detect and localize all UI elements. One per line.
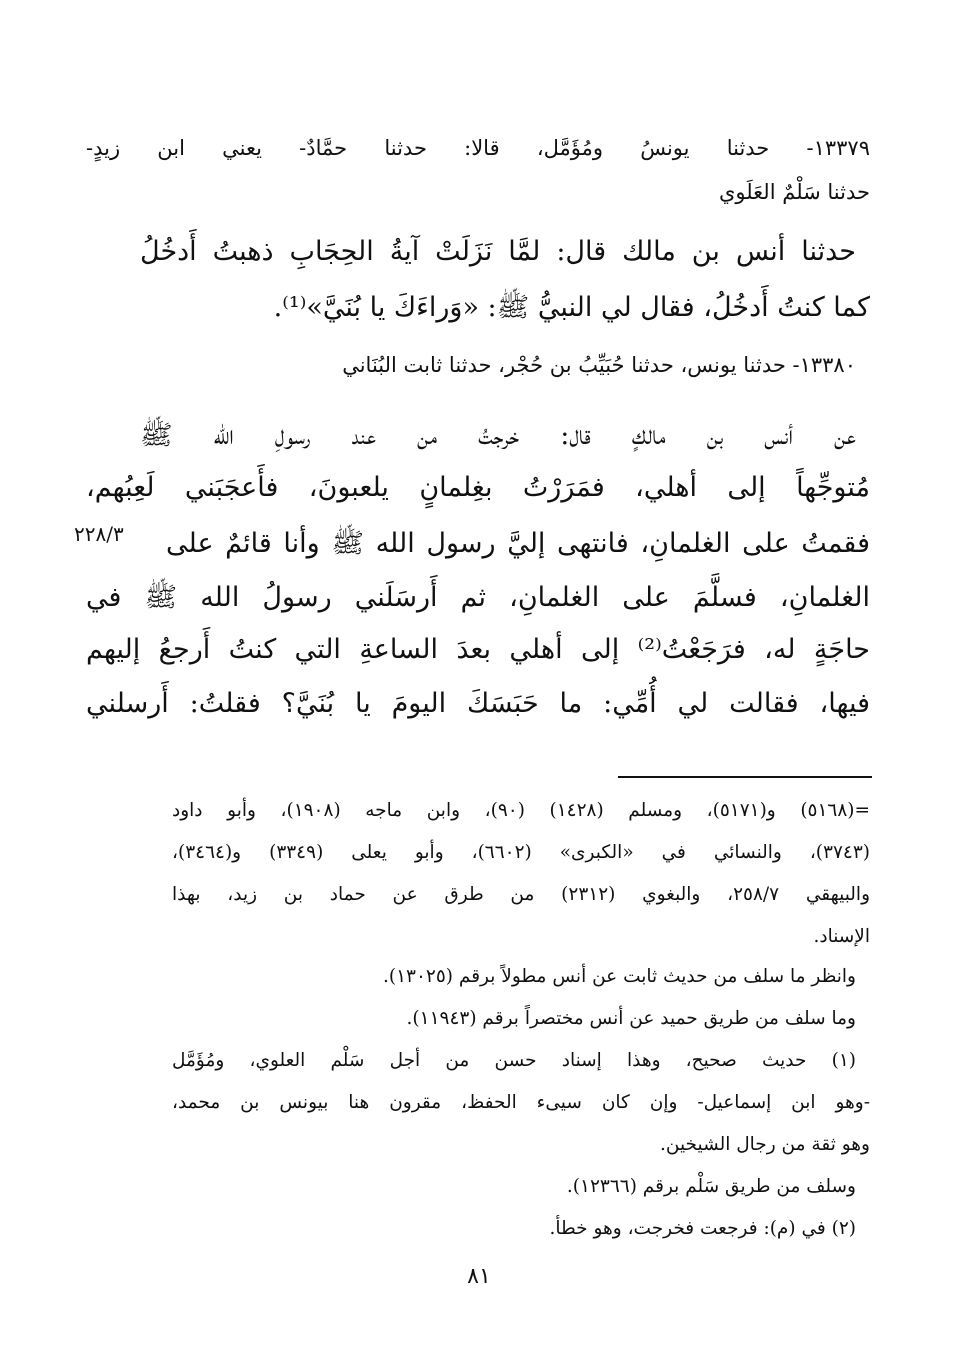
footnote-divider: [618, 776, 872, 778]
hadith-13379-matn-line-2: كما كنتُ أَدخُلُ، فقال لي النبيُّ ﷺ: «وَراءَكَ يا بُنَيَّ»⁽¹⁾.: [273, 292, 870, 323]
hadith-13380-matn-line-5: حاجَةٍ له، فرَجَعْتُ⁽²⁾ إلى أهلي بعدَ الساعةِ التي كنتُ أَرجعُ إليهم: [86, 634, 870, 665]
hadith-13379-isnad-line-2: حدثنا سَلْمٌ العَلَوي: [718, 180, 870, 204]
hadith-13380-matn-line-4: الغلمانِ، فسلَّمَ على الغلمانِ، ثم أَرسَلَني رسولُ الله ﷺ في: [86, 582, 870, 613]
hadith-13379-isnad-line-1: ١٣٣٧٩- حدثنا يونسُ ومُؤَمَّل، قالا: حدثنا حمَّادٌ- يعني ابن زيدٍ-: [86, 136, 870, 160]
page-number: ٨١: [467, 1264, 491, 1289]
footnote-line-5: وانظر ما سلف من حديث ثابت عن أنس مطولاً برقم (١٣٠٢٥).: [382, 966, 856, 987]
hadith-13380-matn-line-6: فيها، فقالت لي أُمِّي: ما حَبَسَكَ اليومَ يا بُنَيَّ؟ فقلتُ: أَرسلني: [86, 688, 870, 719]
hadith-13380-matn-line-1: عن أنس بن مالكٍ قال: خرجتُ من عند رسولِ الله ﷺ: [140, 420, 856, 451]
footnote-line-3: والبيهقي ٢٥٨/٧، والبغوي (٢٣١٢) من طرق عن حماد بن زيد، بهذا: [172, 884, 871, 905]
footnote-line-8: -وهو ابن إسماعيل- وإن كان سيىء الحفظ، مقرون هنا بيونس بن محمد،: [172, 1092, 870, 1113]
footnote-line-4: الإسناد.: [813, 926, 870, 947]
footnote-line-6: وما سلف من طريق حميد عن أنس مختصراً برقم (١١٩٤٣).: [406, 1008, 856, 1029]
footnote-line-10: وسلف من طريق سَلْم برقم (١٢٣٦٦).: [566, 1176, 856, 1197]
hadith-13380-matn-line-3: فقمتُ على الغلمانِ، فانتهى إليَّ رسول الله ﷺ وأنا قائمٌ على: [166, 528, 870, 559]
footnote-line-11: (٢) في (م): فرجعت فخرجت، وهو خطأ.: [549, 1218, 856, 1239]
footnote-line-1: =(٥١٦٨) و(٥١٧١)، ومسلم (١٤٢٨) (٩٠)، وابن ماجه (١٩٠٨)، وأبو داود: [172, 800, 870, 821]
hadith-13379-matn-line-1: حدثنا أنس بن مالك قال: لمَّا نَزَلَتْ آيةُ الحِجَابِ ذهبتُ أَدخُلُ: [140, 236, 856, 267]
margin-volume-page-ref: ٢٢٨/٣: [74, 522, 124, 546]
hadith-13380-isnad-line: ١٣٣٨٠- حدثنا يونس، حدثنا حُبَيِّبُ بن حُجْر، حدثنا ثابت البُنَاني: [342, 353, 856, 377]
footnote-line-7: (١) حديث صحيح، وهذا إسناد حسن من أجل سَلْم العلوي، ومُؤَمَّل: [172, 1050, 856, 1071]
footnote-line-9: وهو ثقة من رجال الشيخين.: [660, 1134, 870, 1155]
hadith-13380-matn-line-2: مُتوجِّهاً إلى أهلي، فمَرَرْتُ بغِلمانٍ يلعبونَ، فأَعجَبَني لَعِبُهم،: [86, 472, 870, 503]
footnote-line-2: (٣٧٤٣)، والنسائي في «الكبرى» (٦٦٠٢)، وأبو يعلى (٣٣٤٩) و(٣٤٦٤)،: [172, 842, 870, 863]
